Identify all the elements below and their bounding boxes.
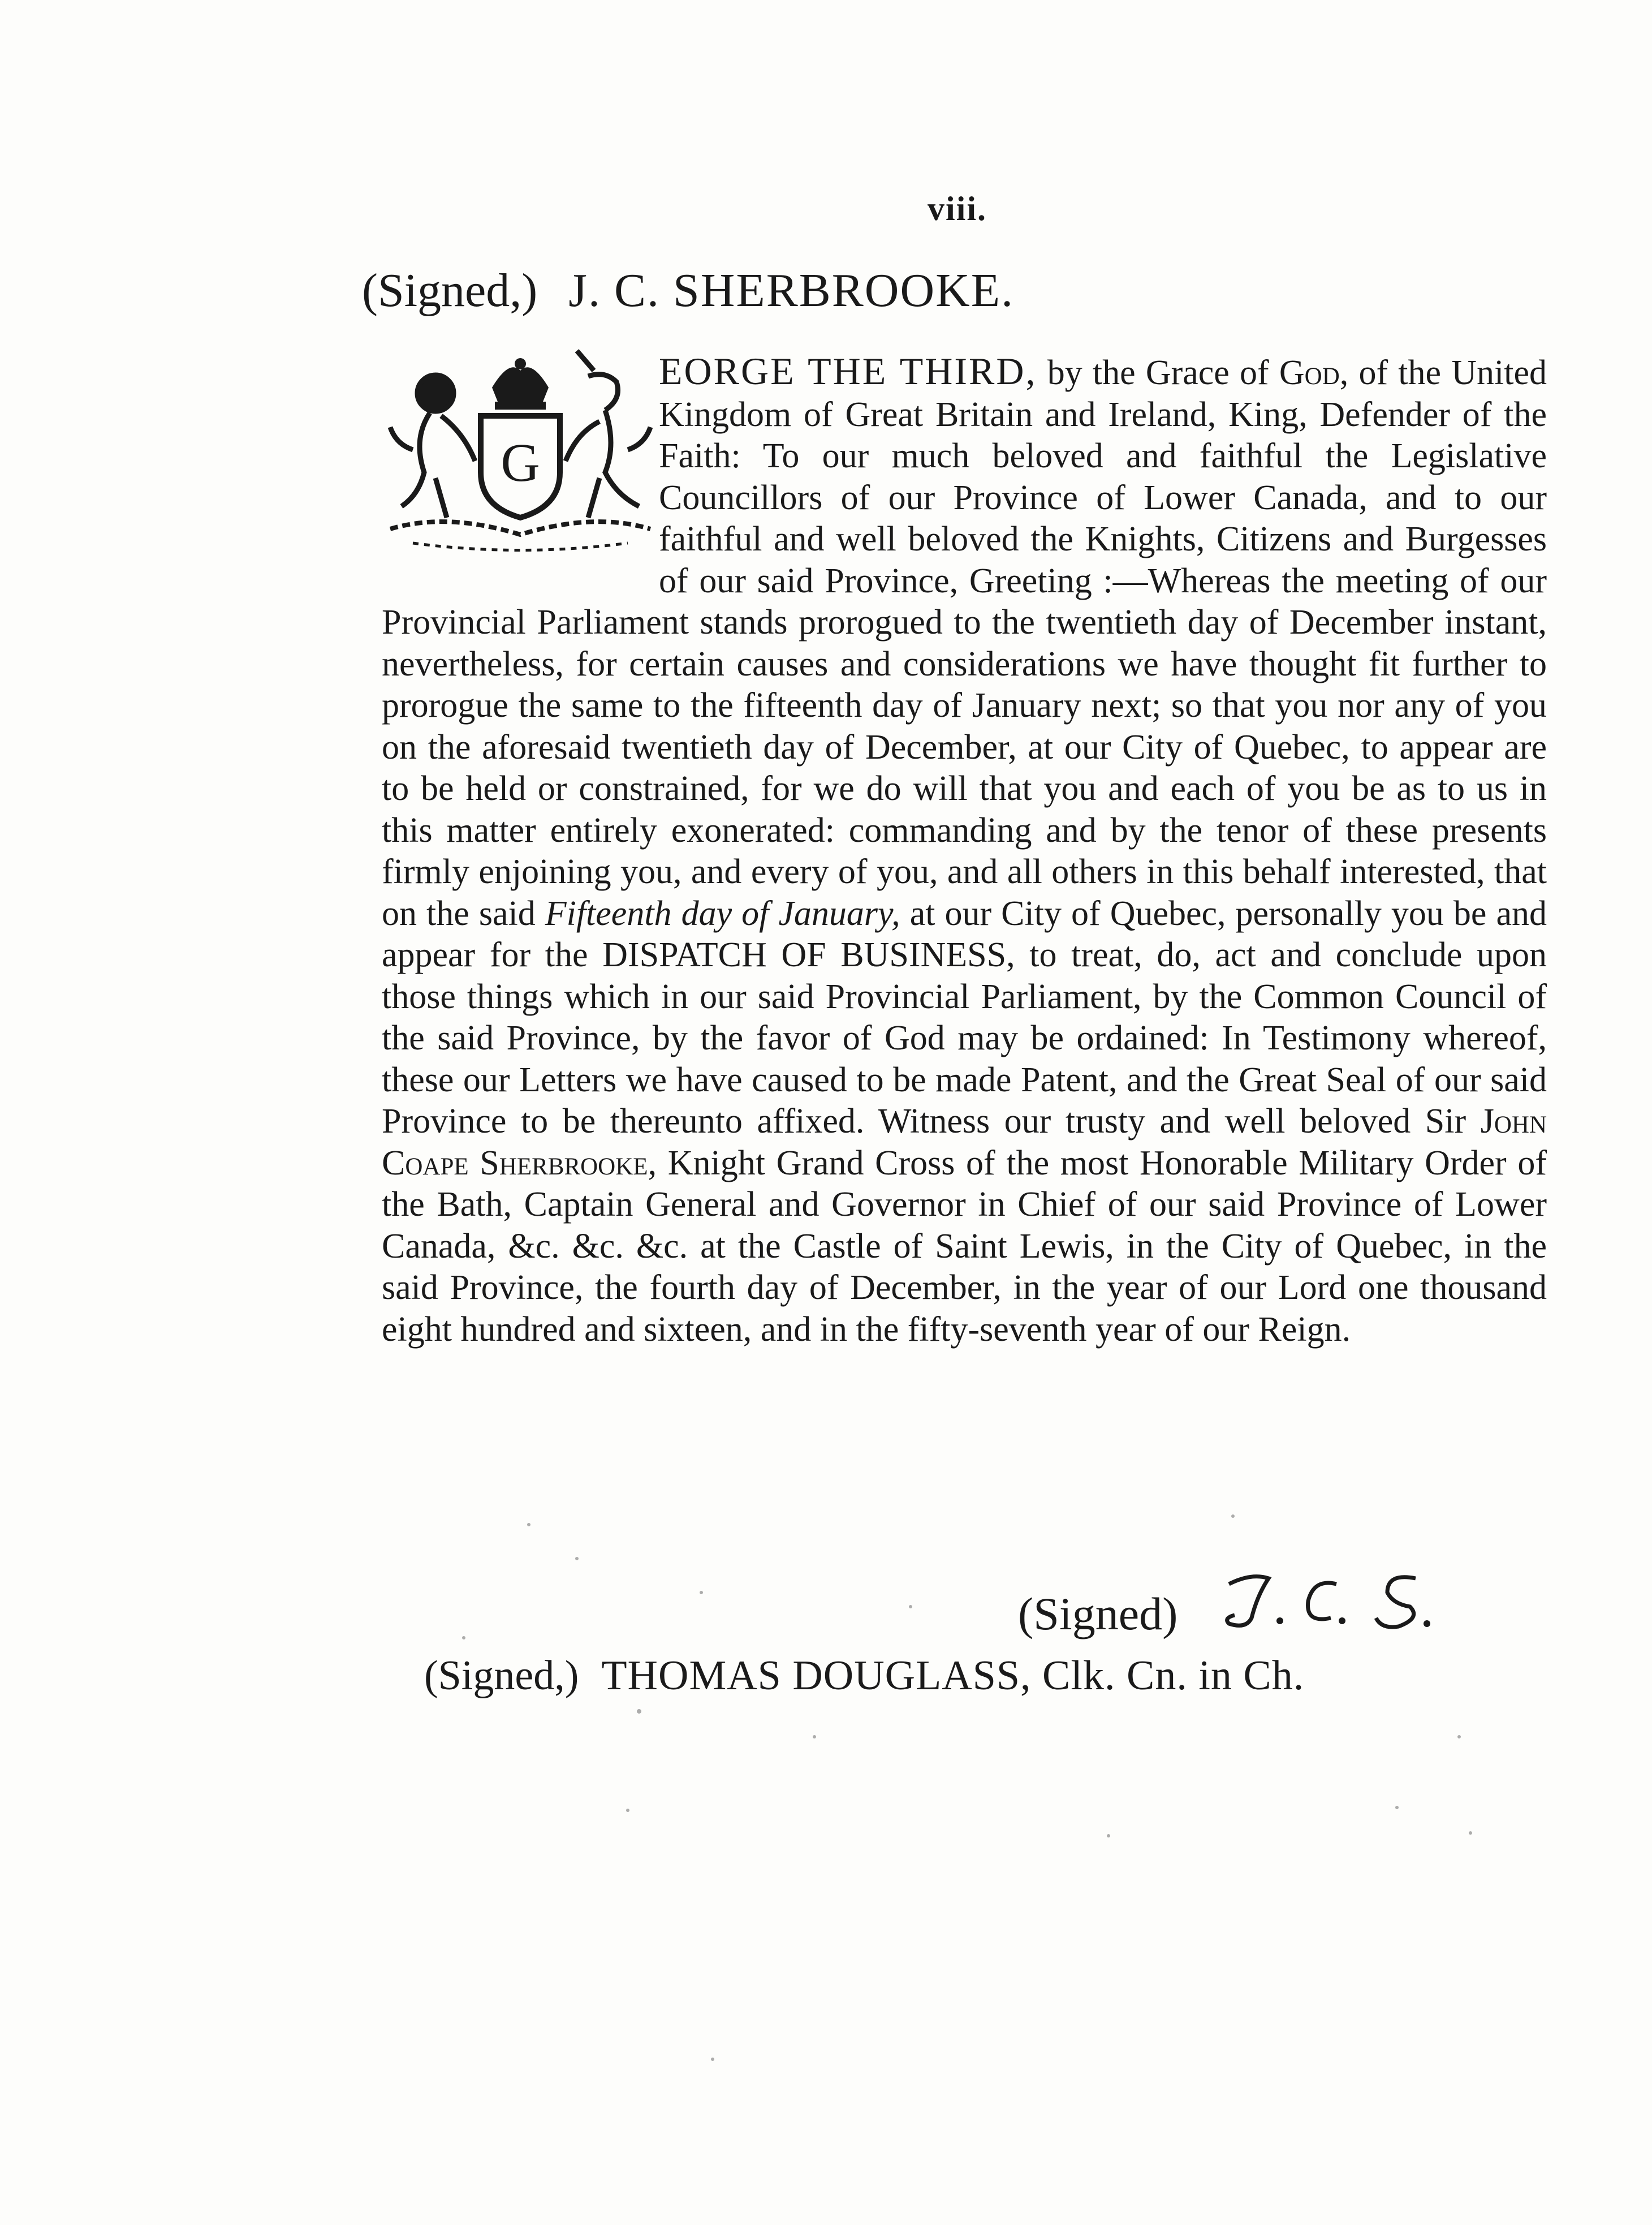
proclamation-governor-name: John Coape Sherbrooke bbox=[382, 1102, 1547, 1182]
initials-signature-label: (Signed) bbox=[1018, 1588, 1178, 1639]
proclamation-opening: EORGE THE THIRD, bbox=[659, 350, 1037, 393]
proclamation-date: Fifteenth day of January, bbox=[545, 894, 900, 933]
proclamation-part-2: , of the United Kingdom of Great Britain and Ireland, King, Defender of the Faith: To our much beloved and faithful the Legislative Councillors of our Province of Lower Canada, and to our faithful and well beloved the Knights, Citizens and Burgesses of our said Province, Greeting :—Whereas the meeting of our Provincial Parliament stands prorogued to the twentieth day of December instant, nevertheless, for certain causes and considerations we have thought fit further to prorogue the same to the fifteenth day of January next; so that you nor any of you on the aforesaid twentieth day of December, at our City of Quebec, to appear are to be held or constrained, for we do will that you and each of you be as to us in this matter entirely exonerated: commanding and by the tenor of these presents firmly enjoining you, and every of you, and all others in this behalf interested, that on the said bbox=[382, 354, 1547, 933]
proclamation-god: God bbox=[1279, 354, 1340, 392]
top-signature-name: J. C. SHERBROOKE. bbox=[568, 264, 1015, 317]
top-signature-label: (Signed,) bbox=[362, 264, 538, 317]
page-number: viii. bbox=[928, 190, 987, 227]
proclamation-part-4: , Knight Grand Cross of the most Honorable Military Order of the Bath, Captain General and Governor in Chief of our said Province of Lower Canada, &c. &c. &c. at the Castle of Saint Lewis, in the City of Quebec, in the said Province, the fourth day of December, in the year of our Lord one thousand eight hundred and sixteen, and in the fifty-seventh year of our Reign. bbox=[382, 1143, 1547, 1349]
bottom-signature-name: THOMAS DOUGLASS, Clk. Cn. in Ch. bbox=[601, 1652, 1305, 1699]
seal-letter: G bbox=[501, 432, 540, 493]
bottom-signature-label: (Signed,) bbox=[424, 1652, 579, 1699]
proclamation-part-1: by the Grace of bbox=[1037, 354, 1279, 392]
proclamation-part-3: at our City of Quebec, personally you be and appear for the DISPATCH OF BUSINESS, to treat, do, act and conclude upon those things which in our said Provincial Parliament, by the Common Council of the said Province, by the favor of God may be ordained: In Testimony whereof, these our Letters we have caused to be made Patent, and the Great Seal of our said Province to be thereunto affixed. Witness our trusty and well beloved Sir bbox=[382, 894, 1547, 1141]
